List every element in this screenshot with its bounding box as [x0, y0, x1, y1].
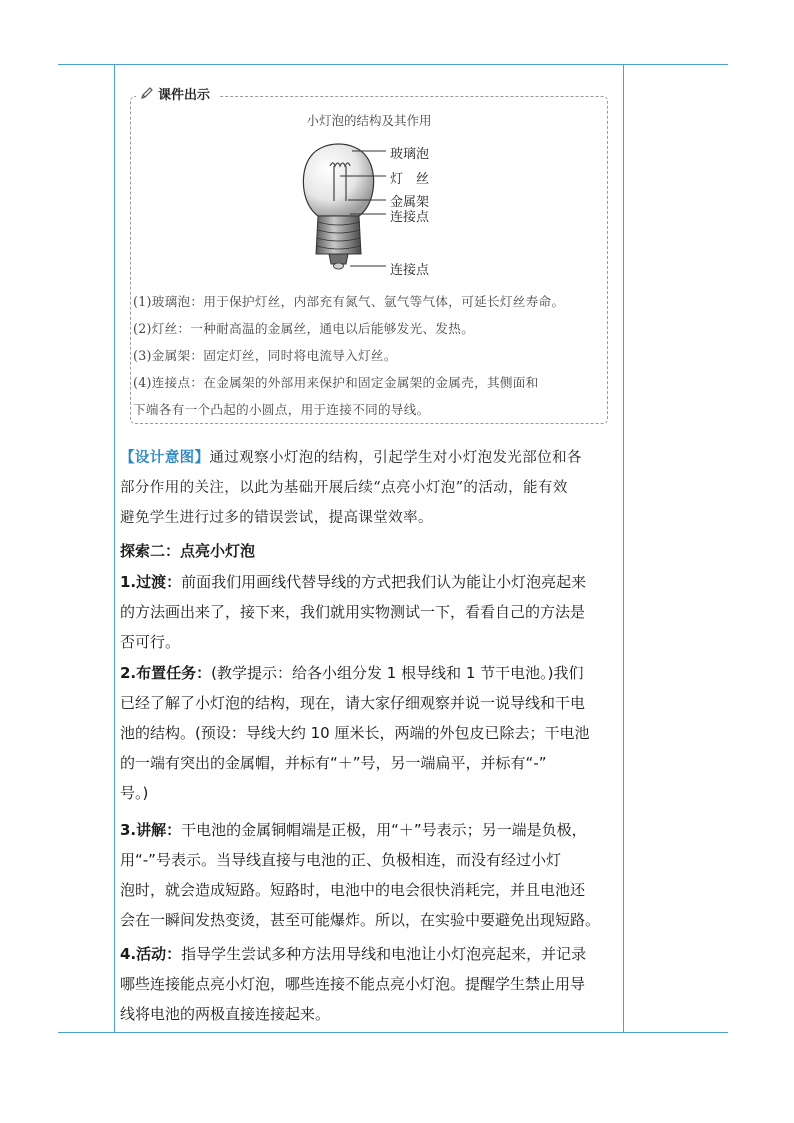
courseware-paragraph-2: (2)灯丝：一种耐高温的金属丝，通电以后能够发光、发热。 [133, 321, 475, 336]
label-filament: 灯 丝 [390, 172, 430, 187]
item-1-line-2: 的方法画出来了，接下来，我们就用实物测试一下，看看自己的方法是 [120, 603, 586, 621]
item-1-line-3: 否可行。 [120, 633, 181, 651]
courseware-paragraph-1: (1)玻璃泡：用于保护灯丝，内部充有氮气、氩气等气体，可延长灯丝寿命。 [133, 294, 565, 309]
label-contact-point-bottom: 连接点 [390, 263, 430, 278]
item-4-line-2: 哪些连接能点亮小灯泡，哪些连接不能点亮小灯泡。提醒学生禁止用导 [120, 975, 586, 993]
table-left-divider [114, 64, 115, 1033]
item-3-line-1 [120, 819, 620, 840]
item-1-line-1 [120, 571, 620, 592]
label-contact-point-side: 连接点 [390, 210, 430, 225]
label-metal-frame: 金属架 [390, 195, 430, 210]
courseware-tag [136, 82, 218, 104]
pencil-icon [140, 86, 154, 100]
label-pointer-lines [330, 140, 390, 280]
item-4-text-1: 指导学生尝试多种方法用导线和电池让小灯泡亮起来，并记录 [181, 945, 587, 963]
table-bottom-border [58, 1032, 728, 1033]
courseware-paragraph-5: 下端各有一个凸起的小圆点，用于连接不同的导线。 [133, 402, 430, 417]
label-glass-bulb: 玻璃泡 [390, 147, 430, 162]
courseware-paragraph-4: (4)连接点：在金属架的外部用来保护和固定金属架的金属壳，其侧面和 [133, 375, 539, 390]
item-1-text-1: 前面我们用画线代替导线的方式把我们认为能让小灯泡亮起来 [181, 573, 587, 591]
item-2-text-1: (教学提示：给各小组分发 1 根导线和 1 节干电池。)我们 [211, 664, 584, 682]
item-3-line-4: 会在一瞬间发热变烫，甚至可能爆炸。所以，在实验中要避免出现短路。 [120, 911, 601, 929]
item-2-line-4: 的一端有突出的金属帽，并标有“＋”号，另一端扁平，并标有“-” [120, 754, 547, 772]
design-intent-line-3: 避免学生进行过多的错误尝试，提高课堂效率。 [120, 510, 433, 526]
design-intent-line-2: 部分作用的关注，以此为基础开展后续“点亮小灯泡”的活动，能有效 [120, 480, 568, 496]
courseware-title: 小灯泡的结构及其作用 [306, 113, 432, 128]
item-3-label: 3.讲解： [120, 821, 182, 839]
item-4-label: 4.活动： [120, 945, 182, 963]
item-2-line-2: 已经了解了小灯泡的结构，现在，请大家仔细观察并说一说导线和干电 [120, 694, 586, 712]
item-3-text-1: 干电池的金属铜帽端是正极，用“＋”号表示；另一端是负极， [181, 821, 587, 839]
design-intent-text-1: 通过观察小灯泡的结构，引起学生对小灯泡发光部位和各 [209, 450, 582, 466]
item-4-line-1 [120, 943, 620, 964]
design-intent-line-1 [120, 446, 620, 467]
table-right-divider [623, 64, 624, 1033]
item-3-line-2: 用“-”号表示。当导线直接与电池的正、负极相连，而没有经过小灯 [120, 851, 561, 869]
table-top-border [58, 64, 728, 65]
item-2-line-1 [120, 662, 620, 683]
item-4-line-3: 线将电池的两极直接连接起来。 [120, 1005, 331, 1023]
section-heading: 探索二：点亮小灯泡 [120, 542, 256, 560]
courseware-tag-text: 课件出示 [158, 87, 211, 103]
item-2-line-3: 池的结构。(预设：导线大约 10 厘米长，两端的外包皮已除去；干电池 [120, 724, 590, 742]
item-2-label: 2.布置任务： [120, 664, 212, 682]
item-2-line-5: 号。) [120, 784, 149, 802]
courseware-paragraph-3: (3)金属架：固定灯丝，同时将电流导入灯丝。 [133, 348, 397, 363]
item-1-label: 1.过渡： [120, 573, 182, 591]
design-intent-tag: 【设计意图】 [120, 449, 210, 466]
item-3-line-3: 泡时，就会造成短路。短路时，电池中的电会很快消耗完，并且电池还 [120, 881, 586, 899]
